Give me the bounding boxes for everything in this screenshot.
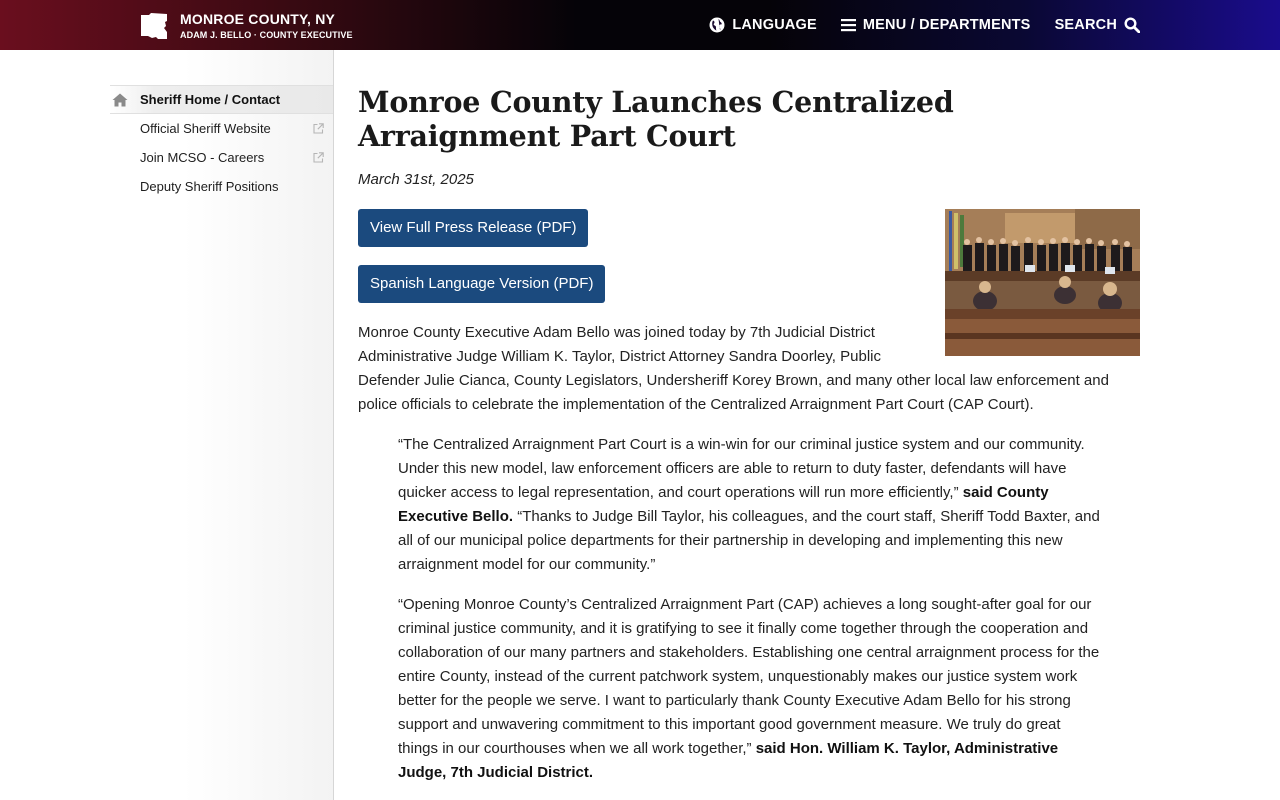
site-subtitle: ADAM J. BELLO · COUNTY EXECUTIVE bbox=[180, 30, 353, 40]
site-header bbox=[0, 0, 1280, 50]
quote1-attribution: said County Executive Bello. bbox=[398, 484, 1049, 525]
sidebar-item-join-mcso-careers[interactable] bbox=[110, 143, 333, 172]
home-icon bbox=[112, 93, 128, 107]
article-title: Monroe County Launches Centralized Arraignment Part Court bbox=[358, 85, 954, 153]
quote1-text-a: “The Centralized Arraignment Part Court is a win-win for our criminal justice system and our community. Under this new model, law enforcement officers are able to return to duty faster, defendants will have quicker access to legal representation, and court operations will run more efficiently,” bbox=[398, 436, 1085, 501]
language-button[interactable] bbox=[709, 17, 817, 33]
search-button[interactable] bbox=[1055, 17, 1140, 33]
external-link-icon bbox=[313, 123, 324, 134]
language-label: LANGUAGE bbox=[732, 17, 817, 33]
county-brand-link[interactable] bbox=[140, 11, 353, 40]
quote-judge-taylor bbox=[398, 593, 1100, 785]
intro-paragraph bbox=[358, 321, 1118, 417]
intro-rest: Defender Julie Cianca, County Legislators, Undersheriff Korey Brown, and many other local law enforcement and police officials to celebrate the implementation of the Centralized Arraignment Part Court (CAP Court). bbox=[358, 372, 1109, 413]
press-release-pdf-button[interactable]: View Full Press Release (PDF) bbox=[358, 209, 588, 247]
magnifier-icon bbox=[1124, 17, 1140, 33]
menu-label: MENU / DEPARTMENTS bbox=[862, 17, 1031, 33]
hamburger-icon bbox=[841, 18, 856, 32]
sidebar-item-sheriff-home[interactable] bbox=[110, 85, 333, 114]
sidebar-item-official-sheriff-website[interactable] bbox=[110, 114, 333, 143]
top-nav bbox=[709, 0, 1140, 50]
sidebar-item-label: Join MCSO - Careers bbox=[140, 150, 265, 165]
county-map-icon bbox=[140, 12, 168, 40]
site-title: MONROE COUNTY, NY bbox=[180, 11, 336, 27]
quote-county-executive bbox=[398, 433, 1100, 577]
external-link-icon bbox=[313, 152, 324, 163]
spanish-version-pdf-button[interactable]: Spanish Language Version (PDF) bbox=[358, 265, 605, 303]
menu-departments-button[interactable] bbox=[841, 17, 1031, 33]
sidebar-item-label: Official Sheriff Website bbox=[140, 121, 271, 136]
brand-text bbox=[180, 11, 353, 40]
quote2-text: “Opening Monroe County’s Centralized Arraignment Part (CAP) achieves a long sought-after goal for our criminal justice community, and it is gratifying to see it finally come together through the cooperation and collaboration of our many partners and stakeholders. Establishing one central arraignment process for the entire County, instead of the current patchwork system, unquestionably makes our justice system work better for the people we serve. I want to particularly thank County Executive Adam Bello for his strong support and unwavering commitment to this important good government measure. We truly do great things in our courthouses when we all work together,” bbox=[398, 596, 1100, 757]
intro-line-1: Monroe County Executive Adam Bello was joined today by 7th Judicial District bbox=[358, 324, 875, 341]
globe-icon bbox=[709, 17, 725, 33]
quote1-text-b: “Thanks to Judge Bill Taylor, his colleagues, and the court staff, Sheriff Todd Baxter, and all of our municipal police departments for their partnership in developing and implementing this new arraignment model for our community.” bbox=[398, 508, 1100, 573]
sidebar-item-label: Sheriff Home / Contact bbox=[140, 92, 281, 107]
sidebar-item-deputy-sheriff-positions[interactable] bbox=[110, 172, 333, 201]
search-label: SEARCH bbox=[1054, 17, 1117, 33]
sidebar-nav bbox=[110, 85, 333, 201]
quote2-attribution: said Hon. William K. Taylor, Administrative Judge, 7th Judicial District. bbox=[398, 740, 1059, 781]
sidebar-item-label: Deputy Sheriff Positions bbox=[140, 179, 279, 194]
article bbox=[358, 50, 1140, 781]
intro-line-2: Administrative Judge William K. Taylor, District Attorney Sandra Doorley, Public bbox=[358, 348, 881, 365]
sidebar bbox=[0, 50, 334, 800]
article-body bbox=[358, 321, 1140, 785]
article-date: March 31st, 2025 bbox=[358, 171, 474, 188]
